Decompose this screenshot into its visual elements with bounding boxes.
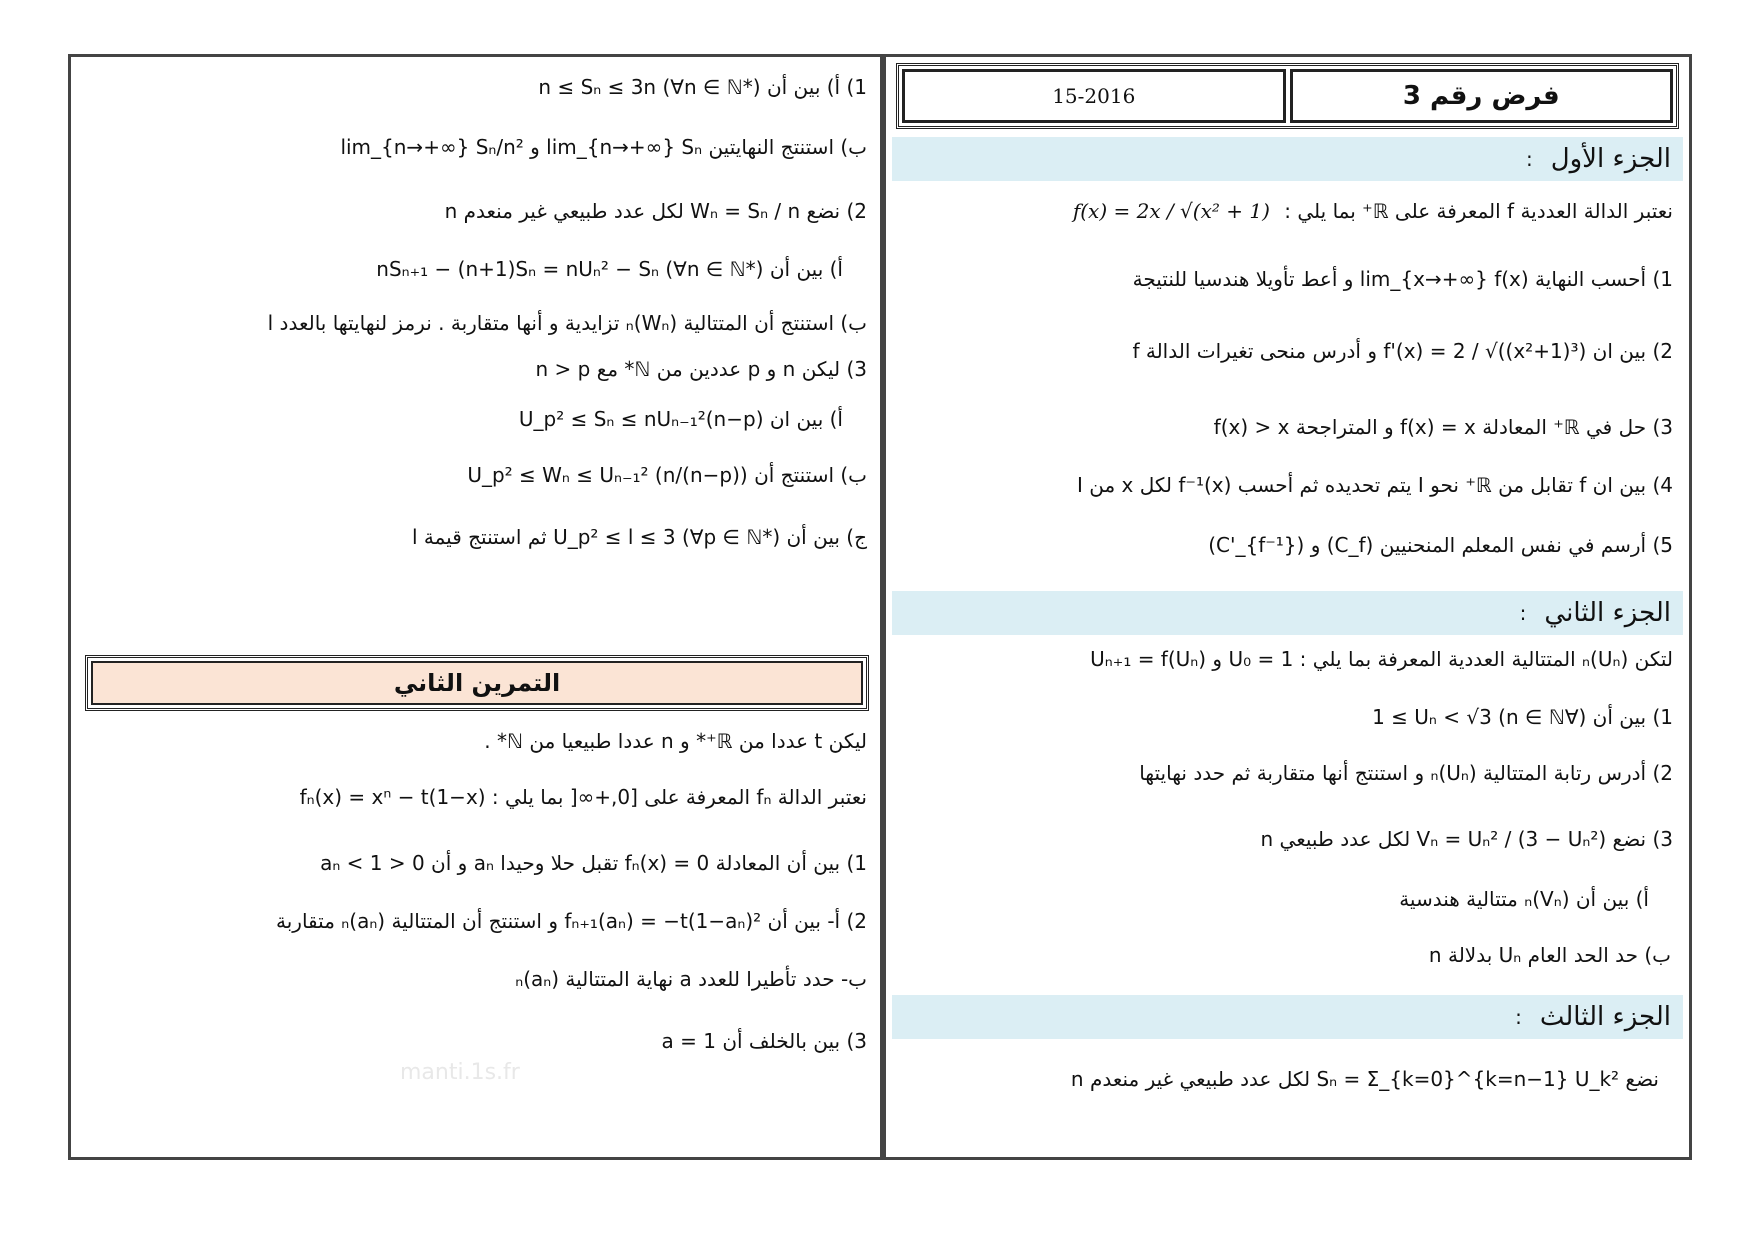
left-column — [71, 57, 883, 1157]
part2-q1: 1) بين أن (∀n ∈ ℕ) 1 ≤ Uₙ < √3 — [1372, 705, 1673, 729]
part2-q2: 2) أدرس رتابة المتتالية (Uₙ)ₙ و استنتج أنها متقاربة ثم حدد نهايتها — [1139, 761, 1673, 785]
left-q3c: ج) بين أن U_p² ≤ l ≤ 3 (∀p ∈ ℕ*) ثم استنتج قيمة l — [411, 525, 867, 549]
part1-q4: 4) بين ان f تقابل من ℝ⁺ نحو I يتم تحديده ثم أحسب f⁻¹(x) لكل x من I — [1076, 473, 1673, 497]
part3-colon: : — [1515, 1005, 1522, 1029]
part2-colon: : — [1519, 601, 1527, 625]
part1-q3: 3) حل في ℝ⁺ المعادلة f(x) = x و المتراجحة f(x) > x — [1213, 415, 1673, 439]
ex2-q3: 3) بين بالخلف أن a = 1 — [661, 1029, 867, 1053]
part1-heading — [892, 137, 1683, 181]
ex2-intro: ليكن t عددا من ℝ⁺* و n عددا طبيعيا من ℕ* . — [484, 729, 867, 753]
part2-title: الجزء الثاني — [1544, 598, 1671, 628]
part2-q3b: ب) حد الحد العام Uₙ بدلالة n — [1428, 943, 1671, 967]
left-q2: 2) نضع Wₙ = Sₙ / n لكل عدد طبيعي غير منعدم n — [444, 199, 867, 223]
left-q3: 3) ليكن n و p عددين من ℕ* مع n > p — [535, 357, 867, 381]
exam-title: فرض رقم 3 — [1290, 69, 1674, 123]
part3-intro: نضع Sₙ = Σ_{k=0}^{k=n−1} U_k² لكل عدد طبيعي غير منعدم n — [1070, 1067, 1659, 1091]
ex2-q2a: 2) أ- بين أن fₙ₊₁(aₙ) = −t(1−aₙ)² و استنتج أن المتتالية (aₙ)ₙ متقاربة — [276, 909, 867, 933]
ex2-q2b: ب- حدد تأطيرا للعدد a نهاية المتتالية (aₙ)ₙ — [515, 967, 867, 991]
ex2-def: نعتبر الدالة fₙ المعرفة على [0,+∞[ بما يلي : fₙ(x) = xⁿ − t(1−x) — [299, 785, 867, 809]
part1-title: الجزء الأول — [1550, 144, 1671, 174]
part2-heading — [892, 591, 1683, 635]
right-column — [886, 57, 1689, 1157]
part1-intro-formula: f(x) = 2x / √(x² + 1) — [1072, 199, 1270, 223]
watermark: manti.1s.fr — [400, 1060, 520, 1085]
part1-intro — [902, 199, 1673, 223]
left-q2b: ب) استنتج أن المتتالية (Wₙ)ₙ تزايدية و أنها متقاربة . نرمز لنهايتها بالعدد l — [267, 311, 867, 335]
left-q3b: ب) استنتج أن ((n−p)/n) U_p² ≤ Wₙ ≤ Uₙ₋₁² — [467, 463, 867, 487]
ex2-q1: 1) بين أن المعادلة fₙ(x) = 0 تقبل حلا وحيدا aₙ و أن 0 < aₙ < 1 — [320, 851, 867, 875]
part2-q3: 3) نضع Vₙ = Uₙ² / (3 − Uₙ²) لكل عدد طبيعي n — [1260, 827, 1673, 851]
part2-q3a: أ) بين أن (Vₙ)ₙ متتالية هندسية — [1399, 887, 1649, 911]
part2-intro: لتكن (Uₙ)ₙ المتتالية العددية المعرفة بما يلي : U₀ = 1 و Uₙ₊₁ = f(Uₙ) — [1090, 647, 1673, 671]
exercise2-heading — [85, 655, 869, 711]
part1-q2: 2) بين ان f'(x) = 2 / √((x²+1)³) و أدرس منحى تغيرات الدالة f — [1132, 339, 1673, 363]
left-q1a: 1) أ) بين أن n ≤ Sₙ ≤ 3n (∀n ∈ ℕ*) — [538, 75, 867, 99]
part1-colon: : — [1525, 147, 1533, 171]
exam-date: 15-2016 — [902, 69, 1286, 123]
exercise2-title: التمرين الثاني — [91, 661, 863, 705]
exam-header — [896, 63, 1679, 129]
part1-intro-text: نعتبر الدالة العددية f المعرفة على ℝ⁺ بما يلي : — [1284, 199, 1673, 223]
left-q1b: ب) استنتج النهايتين lim_{n→+∞} Sₙ و lim_{n→+∞} Sₙ/n² — [340, 135, 867, 159]
part3-heading — [892, 995, 1683, 1039]
part1-q5: 5) أرسم في نفس المعلم المنحنيين (C_f) و (C'_{f⁻¹}) — [1208, 533, 1673, 557]
left-q3a: أ) بين ان (n−p)U_p² ≤ Sₙ ≤ nUₙ₋₁² — [518, 407, 843, 431]
part3-title: الجزء الثالث — [1539, 1002, 1671, 1032]
left-q2a: أ) بين أن nSₙ₊₁ − (n+1)Sₙ = nUₙ² − Sₙ (∀n ∈ ℕ*) — [376, 257, 843, 281]
exam-sheet — [68, 54, 1692, 1160]
part1-q1: 1) أحسب النهاية lim_{x→+∞} f(x) و أعط تأويلا هندسيا للنتيجة — [1132, 267, 1673, 291]
